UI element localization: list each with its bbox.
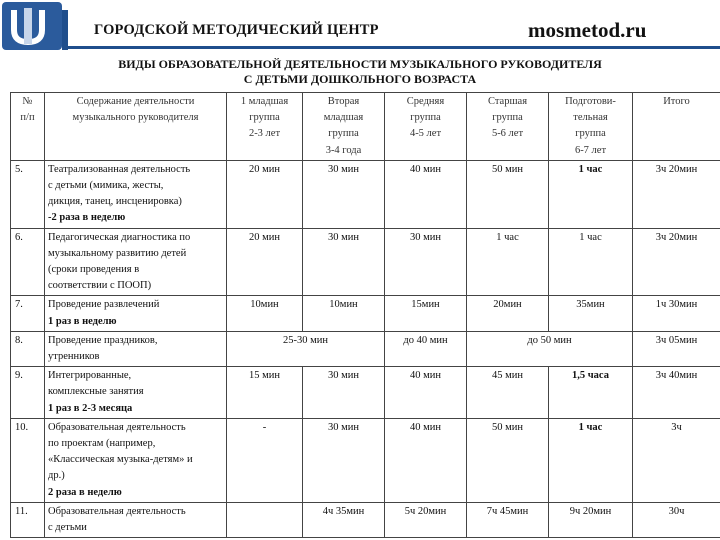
activity-description [45,367,227,419]
duration-cell [303,367,385,419]
table-row [11,367,720,419]
row-number [11,228,45,296]
cell-text: 30 мин [327,421,359,433]
cell-text: 9. [15,370,23,382]
header-line: группа [249,112,280,124]
activity-description [45,228,227,296]
merged-duration-cell [467,331,633,366]
duration-cell [385,367,467,419]
cell-text: Педагогическая диагностика по [48,231,191,243]
table-row [11,418,720,502]
cell-text: 45 мин [491,370,523,382]
duration-cell [467,367,549,419]
cell-text: по проектам (например, [48,438,156,450]
cell-text: 3ч 20мин [655,231,698,243]
duration-cell [227,502,303,537]
cell-text: Образовательная деятельность [48,505,186,517]
cell-text: 8. [15,334,23,346]
header-line: группа [575,128,606,140]
site-name: mosmetod.ru [528,18,647,42]
duration-cell [303,160,385,228]
cell-text: 40 мин [409,421,441,433]
header-line: группа [410,112,441,124]
header-line: № [22,96,33,107]
title-line-1: ВИДЫ ОБРАЗОВАТЕЛЬНОЙ ДЕЯТЕЛЬНОСТИ МУЗЫКАЛЬНОГО РУКОВОДИТЕЛЯ [118,57,602,71]
header-divider [68,46,720,49]
cell-text: соответствии с ПООП) [48,280,152,292]
total-cell [633,418,720,502]
cell-text: 1ч 30мин [655,299,698,311]
header-line: группа [492,112,523,124]
page-title [0,57,720,87]
table-row [11,228,720,296]
duration-cell [549,228,633,296]
merged-duration-cell [385,331,467,366]
cell-text: 11. [15,505,28,517]
cell-text: - [262,421,267,433]
cell-text: 35мин [576,299,605,311]
duration-cell [549,502,633,537]
duration-cell [303,418,385,502]
header-line: 3-4 года [325,144,362,156]
cell-text: 50 мин [491,421,523,433]
duration-cell [227,367,303,419]
cell-text: Театрализованная деятельность [48,163,191,175]
cell-text: 30 мин [327,231,359,243]
activity-description [45,160,227,228]
col-num-header [11,93,45,161]
col-total-header [633,93,720,161]
duration-cell [385,418,467,502]
cell-text: утренников [48,351,100,363]
header-line: Средняя [406,96,445,107]
cell-text: 20 мин [248,163,280,175]
header-line: 1 младшая [240,96,289,107]
header-line: 2-3 лет [248,128,281,140]
duration-cell [303,228,385,296]
mosmetod-logo-icon [0,0,68,52]
duration-cell [227,296,303,331]
cell-text: 15мин [411,299,440,311]
total-cell [633,228,720,296]
header-line: 4-5 лет [409,128,442,140]
duration-cell [467,228,549,296]
cell-text: 6. [15,231,23,243]
cell-text: Проведение развлечений [48,299,160,311]
activity-description [45,502,227,537]
col-group4-header [467,93,549,161]
col-group2-header [303,93,385,161]
cell-text: 10мин [250,299,279,311]
row-number [11,296,45,331]
header-line: музыкального руководителя [72,112,199,124]
duration-cell [549,296,633,331]
total-cell [633,296,720,331]
cell-text: до 50 мин [527,334,572,346]
duration-cell [467,296,549,331]
cell-text: 9ч 20мин [569,505,612,517]
table-row [11,296,720,331]
cell-text: 20 мин [248,231,280,243]
duration-cell [227,418,303,502]
duration-cell [227,228,303,296]
cell-text: дикция, танец, инсценировка) [48,196,182,208]
duration-cell [467,418,549,502]
page-header [0,0,720,52]
cell-text: 1,5 часа [572,370,609,382]
header-line: младшая [323,112,364,124]
duration-cell [303,502,385,537]
merged-duration-cell [227,331,385,366]
duration-cell [549,418,633,502]
cell-text: Проведение праздников, [48,334,158,346]
row-number [11,331,45,366]
cell-text: музыкальному развитию детей [48,247,187,259]
duration-cell [303,296,385,331]
total-cell [633,331,720,366]
duration-cell [467,160,549,228]
duration-cell [385,160,467,228]
header-line: тельная [573,112,608,124]
header-line: п/п [20,112,35,124]
cell-text: Интегрированные, [48,370,132,382]
cell-text: Образовательная деятельность [48,421,186,433]
duration-cell [227,160,303,228]
col-group5-header [549,93,633,161]
duration-cell [385,502,467,537]
header-line: Вторая [327,96,360,107]
table-row [11,502,720,537]
duration-cell [385,296,467,331]
cell-text: 1 час [579,231,602,243]
row-number [11,367,45,419]
total-cell [633,160,720,228]
cell-text: 1 час [578,163,603,175]
org-name: ГОРОДСКОЙ МЕТОДИЧЕСКИЙ ЦЕНТР [94,22,379,38]
activity-description [45,418,227,502]
row-number [11,160,45,228]
cell-text: 3ч 20мин [655,163,698,175]
cell-text: 1 час [496,231,519,243]
cell-text: 4ч 35мин [322,505,365,517]
cell-text: «Классическая музыка-детям» и [48,454,193,466]
cell-text: др.) [48,470,65,482]
cell-text: 30 мин [327,370,359,382]
row-number [11,418,45,502]
cell-text: 30 мин [409,231,441,243]
header-line: группа [328,128,359,140]
table-row [11,331,720,366]
cell-text: комплексные занятия [48,386,144,398]
cell-text: 5. [15,163,23,175]
total-cell [633,502,720,537]
total-cell [633,367,720,419]
cell-text: 1 час [578,421,603,433]
cell-text: 40 мин [409,163,441,175]
header-line: 6-7 лет [574,144,607,156]
col-group3-header [385,93,467,161]
cell-text: 10. [15,421,29,433]
cell-text: 25-30 мин [282,334,328,346]
header-line: Старшая [487,96,528,107]
duration-cell [549,367,633,419]
frequency-note: 1 раз в неделю [48,315,117,327]
frequency-note: 2 раза в неделю [48,486,122,498]
cell-text: 50 мин [491,163,523,175]
cell-text: до 40 мин [403,334,448,346]
cell-text: 3ч [671,421,682,433]
col-content-header [45,93,227,161]
frequency-note: 1 раз в 2-3 месяца [48,402,133,414]
header-line: 5-6 лет [491,128,524,140]
cell-text: с детьми (мимика, жесты, [48,180,164,192]
header-line: Содержание деятельности [76,96,195,107]
activity-description [45,331,227,366]
cell-text: 3ч 05мин [655,334,698,346]
duration-cell [549,160,633,228]
header-line: Итого [663,96,690,107]
cell-text: 7. [15,299,23,311]
cell-text: 15 мин [248,370,280,382]
title-line-2: С ДЕТЬМИ ДОШКОЛЬНОГО ВОЗРАСТА [243,72,477,86]
cell-text: 30 мин [327,163,359,175]
cell-text: 3ч 40мин [655,370,698,382]
cell-text: (сроки проведения в [48,264,140,276]
header-line: Подготови- [565,96,616,107]
frequency-note: -2 раза в неделю [48,212,126,224]
cell-text: 20мин [493,299,522,311]
duration-cell [385,228,467,296]
duration-cell [467,502,549,537]
table-row [11,160,720,228]
activities-table [10,92,720,538]
col-group1-header [227,93,303,161]
cell-text: 40 мин [409,370,441,382]
activity-description [45,296,227,331]
cell-text: 5ч 20мин [404,505,447,517]
cell-text: 10мин [329,299,358,311]
cell-text: 30ч [668,505,685,517]
table-header-row [11,93,720,161]
row-number [11,502,45,537]
cell-text: с детьми [48,522,87,534]
cell-text: 7ч 45мин [486,505,529,517]
